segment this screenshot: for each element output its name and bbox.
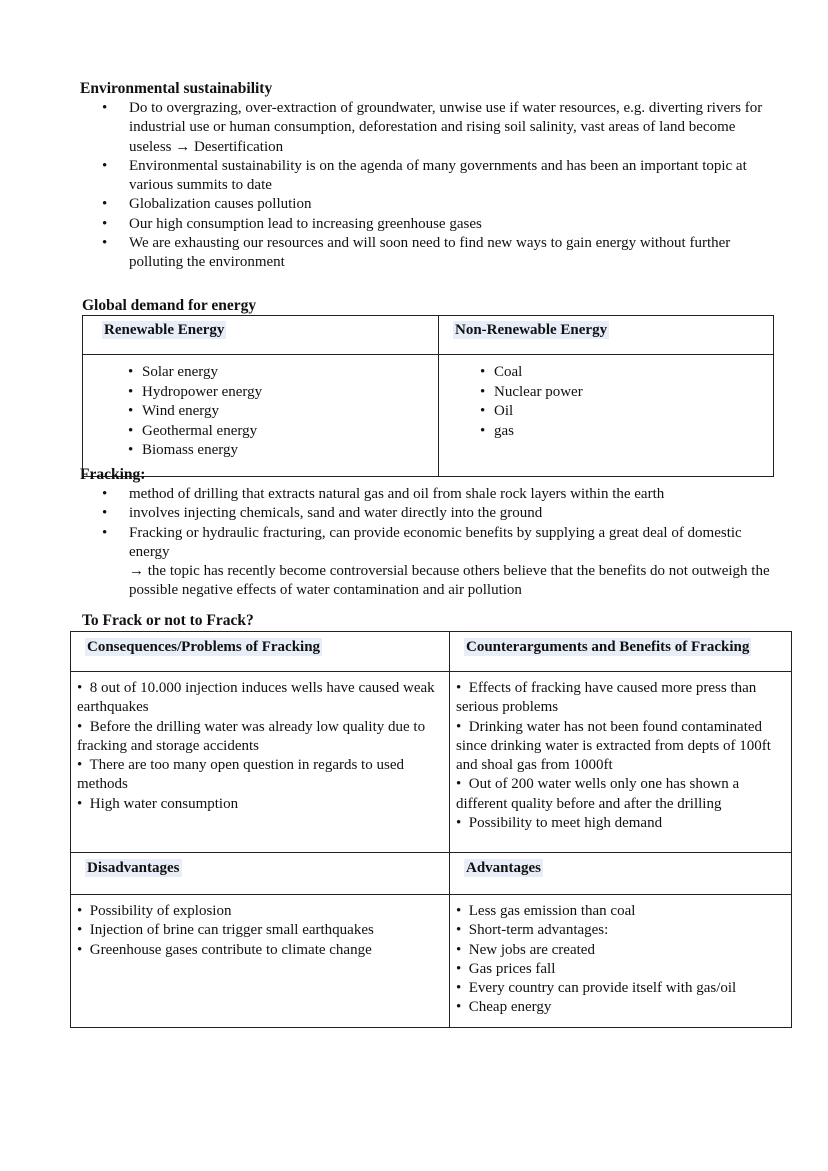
advantages-list: [450, 895, 791, 1022]
renewable-header: Renewable Energy: [104, 322, 225, 338]
counter-header-cell: [450, 632, 792, 672]
nonrenewable-header-cell: [439, 316, 774, 355]
counter-list: [450, 672, 791, 837]
advantages-header-cell: [450, 853, 792, 895]
list-item: • Our high consumption lead to increasing greenhouse gases: [80, 215, 780, 234]
disadvantages-list: [71, 895, 449, 964]
list-item: • Before the drilling water was already low quality due to fracking and storage accidents: [77, 718, 426, 754]
fracking-arrow-note: → the topic has recently become controversial because others believe that the benefits do not outweigh the possible negative effects of water contamination and air pollution: [129, 563, 770, 599]
list-item: • Greenhouse gases contribute to climate change: [77, 941, 372, 958]
list-item: • Injection of brine can trigger small earthquakes: [77, 922, 374, 939]
list-item: • Effects of fracking have caused more press than serious problems: [456, 680, 757, 716]
energy-table: [82, 315, 774, 477]
nonrenewable-cell: [439, 355, 774, 477]
list-item: • High water consumption: [77, 795, 239, 812]
list-item: • Coal: [480, 363, 773, 383]
list-item: • Do to overgrazing, over-extraction of groundwater, unwise use if water resources, e.g. diverting rivers for industrial use or human consumption, deforestation and rising soil salinity, vast areas of land become useless → Desertification: [80, 99, 780, 157]
frack-table: [70, 631, 792, 1028]
consequences-cell: [71, 672, 450, 853]
fracking-heading: Fracking:: [80, 466, 146, 483]
list-item: • Biomass energy: [128, 441, 438, 461]
renewable-cell: [83, 355, 439, 477]
list-item: • Possibility of explosion: [77, 903, 232, 919]
list-item: • Possibility to meet high demand: [456, 815, 663, 832]
frack-table-heading: To Frack or not to Frack?: [82, 612, 254, 629]
env-bullet-list: [80, 99, 780, 273]
list-item: • We are exhausting our resources and will soon need to find new ways to gain energy without further polluting the environment: [80, 234, 780, 273]
consequences-list: [71, 672, 449, 818]
advantages-header: Advantages: [466, 860, 542, 876]
list-item: • 8 out of 10.000 injection induces wells have caused weak earthquakes: [77, 680, 435, 716]
list-item: • Fracking or hydraulic fracturing, can provide economic benefits by supplying a great deal of domestic energy: [80, 524, 760, 563]
renewable-list: [128, 363, 438, 461]
env-heading: Environmental sustainability: [80, 80, 273, 97]
renewable-header-cell: [83, 316, 439, 355]
list-item: • gas: [480, 422, 773, 442]
counter-header: Counterarguments and Benefits of Fracking: [466, 639, 750, 655]
list-item: • Every country can provide itself with gas/oil: [456, 980, 737, 997]
fracking-bullet-list: [80, 485, 760, 562]
consequences-header: Consequences/Problems of Fracking: [87, 639, 321, 655]
counter-cell: [450, 672, 792, 853]
nonrenewable-header: Non-Renewable Energy: [455, 322, 608, 338]
disadvantages-cell: [71, 895, 450, 1028]
disadvantages-header-cell: [71, 853, 450, 895]
nonrenewable-list: [480, 363, 773, 441]
list-item: • New jobs are created: [456, 941, 595, 958]
energy-heading: Global demand for energy: [82, 297, 257, 314]
list-item: • Environmental sustainability is on the agenda of many governments and has been an important topic at various summits to date: [80, 157, 780, 196]
list-item: • Gas prices fall: [456, 960, 556, 977]
list-item: • Drinking water has not been found contaminated since drinking water is extracted from depts of 100ft and shoal gas from 1000ft: [456, 718, 771, 774]
list-item: • Wind energy: [128, 402, 438, 422]
list-item: • Less gas emission than coal: [456, 903, 636, 919]
list-item: • Out of 200 water wells only one has shown a different quality before and after the drilling: [456, 776, 740, 812]
list-item: • Globalization causes pollution: [80, 195, 780, 214]
list-item: • Hydropower energy: [128, 383, 438, 403]
advantages-cell: [450, 895, 792, 1028]
list-item: • Oil: [480, 402, 773, 422]
disadvantages-header: Disadvantages: [87, 860, 180, 876]
list-item: • involves injecting chemicals, sand and water directly into the ground: [80, 504, 760, 523]
list-item: • method of drilling that extracts natural gas and oil from shale rock layers within the earth: [80, 485, 760, 504]
consequences-header-cell: [71, 632, 450, 672]
list-item: • Nuclear power: [480, 383, 773, 403]
list-item: • There are too many open question in regards to used methods: [77, 757, 404, 793]
list-item: • Cheap energy: [456, 999, 552, 1016]
list-item: • Short-term advantages:: [456, 922, 609, 939]
list-item: • Geothermal energy: [128, 422, 438, 442]
list-item: • Solar energy: [128, 363, 438, 383]
